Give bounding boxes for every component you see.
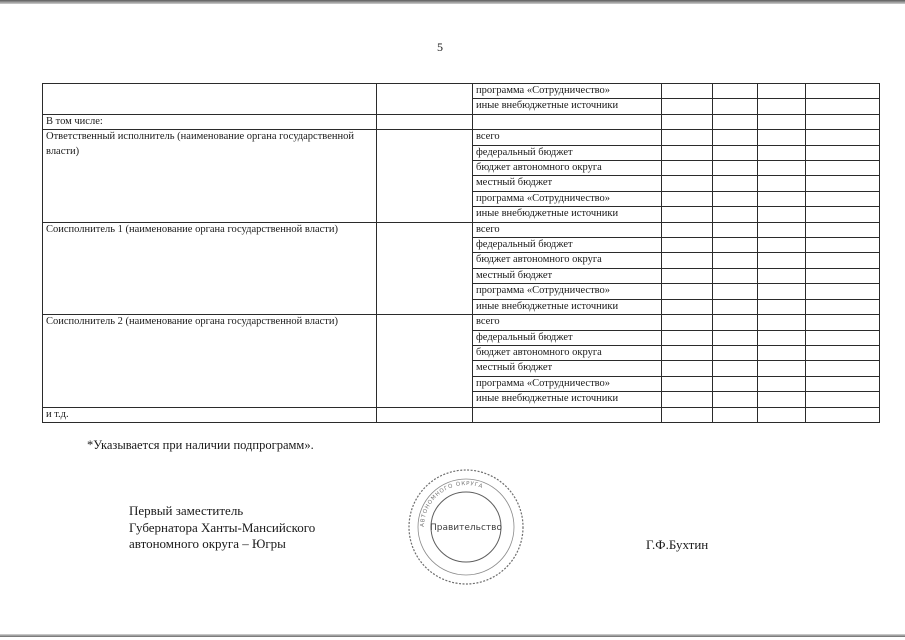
table-row — [43, 222, 880, 237]
seal-center-text: Правительство — [430, 523, 502, 533]
empty-cell — [758, 207, 806, 222]
funding-source-cell: бюджет автономного округа — [473, 161, 662, 176]
empty-cell — [713, 284, 758, 299]
empty-cell — [662, 84, 713, 99]
empty-cell — [713, 207, 758, 222]
funding-source-cell: программа «Сотрудничество» — [473, 284, 662, 299]
empty-cell — [806, 299, 880, 314]
empty-cell — [758, 253, 806, 268]
seal-ring-text: АВТОНОМНОГО ОКРУГА — [419, 480, 484, 528]
empty-cell — [713, 84, 758, 99]
empty-cell — [662, 191, 713, 206]
empty-cell — [377, 407, 473, 422]
empty-cell — [713, 345, 758, 360]
empty-cell — [806, 253, 880, 268]
empty-cell — [758, 392, 806, 407]
empty-cell — [662, 176, 713, 191]
empty-cell — [713, 392, 758, 407]
empty-cell — [758, 299, 806, 314]
empty-cell — [806, 176, 880, 191]
funding-source-cell: всего — [473, 315, 662, 330]
empty-cell — [662, 361, 713, 376]
signer-block — [129, 503, 315, 553]
empty-cell — [713, 238, 758, 253]
empty-cell — [758, 161, 806, 176]
funding-source-cell: иные внебюджетные источники — [473, 299, 662, 314]
funding-source-cell: программа «Сотрудничество» — [473, 84, 662, 99]
empty-cell — [806, 130, 880, 145]
empty-cell — [662, 222, 713, 237]
empty-cell — [806, 361, 880, 376]
government-seal — [404, 467, 529, 587]
funding-source-cell: программа «Сотрудничество» — [473, 191, 662, 206]
empty-cell — [377, 222, 473, 314]
executor-cell — [43, 84, 377, 115]
empty-cell — [806, 207, 880, 222]
empty-cell — [758, 315, 806, 330]
empty-cell — [758, 222, 806, 237]
empty-cell — [377, 114, 473, 129]
in-total-label: В том числе: — [43, 114, 377, 129]
empty-cell — [758, 238, 806, 253]
empty-cell — [662, 99, 713, 114]
empty-cell — [806, 114, 880, 129]
executor-cell: Соисполнитель 2 (наименование органа государственной власти) — [43, 315, 377, 407]
funding-source-cell: всего — [473, 130, 662, 145]
empty-cell — [473, 407, 662, 422]
table-row — [43, 130, 880, 145]
empty-cell — [662, 299, 713, 314]
table-row — [43, 315, 880, 330]
signer-name: Г.Ф.Бухтин — [646, 537, 709, 552]
etc-label: и т.д. — [43, 407, 377, 422]
empty-cell — [806, 330, 880, 345]
svg-text:АВТОНОМНОГО ОКРУГА — [420, 481, 484, 527]
empty-cell — [662, 145, 713, 160]
empty-cell — [758, 376, 806, 391]
empty-cell — [758, 191, 806, 206]
empty-cell — [713, 407, 758, 422]
empty-cell — [713, 114, 758, 129]
empty-cell — [806, 84, 880, 99]
empty-cell — [473, 114, 662, 129]
empty-cell — [713, 376, 758, 391]
empty-cell — [806, 161, 880, 176]
funding-source-cell: местный бюджет — [473, 361, 662, 376]
empty-cell — [806, 392, 880, 407]
empty-cell — [806, 407, 880, 422]
empty-cell — [713, 145, 758, 160]
funding-source-cell: федеральный бюджет — [473, 330, 662, 345]
empty-cell — [806, 315, 880, 330]
signer-title-line: Губернатора Ханты-Мансийского — [129, 519, 316, 535]
funding-source-cell: иные внебюджетные источники — [473, 207, 662, 222]
budget-table — [42, 83, 880, 423]
scan-bottom-edge — [0, 634, 905, 637]
empty-cell — [713, 253, 758, 268]
table-row — [43, 114, 880, 129]
funding-source-cell: федеральный бюджет — [473, 145, 662, 160]
empty-cell — [806, 376, 880, 391]
funding-source-cell: местный бюджет — [473, 176, 662, 191]
empty-cell — [758, 361, 806, 376]
empty-cell — [662, 407, 713, 422]
empty-cell — [662, 161, 713, 176]
empty-cell — [806, 222, 880, 237]
funding-source-cell: федеральный бюджет — [473, 238, 662, 253]
empty-cell — [713, 330, 758, 345]
signer-title-line: Первый заместитель — [129, 503, 244, 518]
empty-cell — [806, 268, 880, 283]
empty-cell — [662, 376, 713, 391]
executor-cell: Соисполнитель 1 (наименование органа государственной власти) — [43, 222, 377, 314]
empty-cell — [758, 284, 806, 299]
empty-cell — [758, 114, 806, 129]
signer-title-line: автономного округа – Югры — [129, 536, 286, 551]
empty-cell — [806, 345, 880, 360]
empty-cell — [662, 253, 713, 268]
funding-source-cell: бюджет автономного округа — [473, 345, 662, 360]
empty-cell — [662, 392, 713, 407]
footnote: *Указывается при наличии подпрограмм». — [87, 438, 314, 452]
table-row — [43, 84, 880, 99]
empty-cell — [758, 130, 806, 145]
funding-source-cell: всего — [473, 222, 662, 237]
empty-cell — [806, 99, 880, 114]
empty-cell — [713, 161, 758, 176]
empty-cell — [377, 315, 473, 407]
empty-cell — [662, 284, 713, 299]
empty-cell — [713, 222, 758, 237]
empty-cell — [662, 130, 713, 145]
empty-cell — [713, 191, 758, 206]
empty-cell — [758, 407, 806, 422]
empty-cell — [713, 268, 758, 283]
empty-cell — [662, 114, 713, 129]
funding-source-cell: иные внебюджетные источники — [473, 392, 662, 407]
empty-cell — [713, 361, 758, 376]
empty-cell — [713, 130, 758, 145]
empty-cell — [377, 130, 473, 222]
empty-cell — [377, 84, 473, 115]
scan-top-edge — [0, 0, 905, 4]
funding-source-cell: иные внебюджетные источники — [473, 99, 662, 114]
empty-cell — [662, 238, 713, 253]
empty-cell — [806, 145, 880, 160]
table-row — [43, 407, 880, 422]
empty-cell — [806, 191, 880, 206]
empty-cell — [662, 315, 713, 330]
funding-source-cell: программа «Сотрудничество» — [473, 376, 662, 391]
empty-cell — [758, 145, 806, 160]
empty-cell — [662, 345, 713, 360]
page-number: 5 — [437, 40, 443, 54]
empty-cell — [713, 315, 758, 330]
empty-cell — [662, 268, 713, 283]
empty-cell — [806, 284, 880, 299]
empty-cell — [758, 176, 806, 191]
empty-cell — [758, 84, 806, 99]
funding-source-cell: местный бюджет — [473, 268, 662, 283]
empty-cell — [806, 238, 880, 253]
executor-cell: Ответственный исполнитель (наименование органа государственной власти) — [43, 130, 377, 222]
empty-cell — [713, 99, 758, 114]
empty-cell — [662, 330, 713, 345]
empty-cell — [758, 330, 806, 345]
empty-cell — [713, 299, 758, 314]
empty-cell — [713, 176, 758, 191]
empty-cell — [662, 207, 713, 222]
empty-cell — [758, 345, 806, 360]
empty-cell — [758, 99, 806, 114]
empty-cell — [758, 268, 806, 283]
funding-source-cell: бюджет автономного округа — [473, 253, 662, 268]
